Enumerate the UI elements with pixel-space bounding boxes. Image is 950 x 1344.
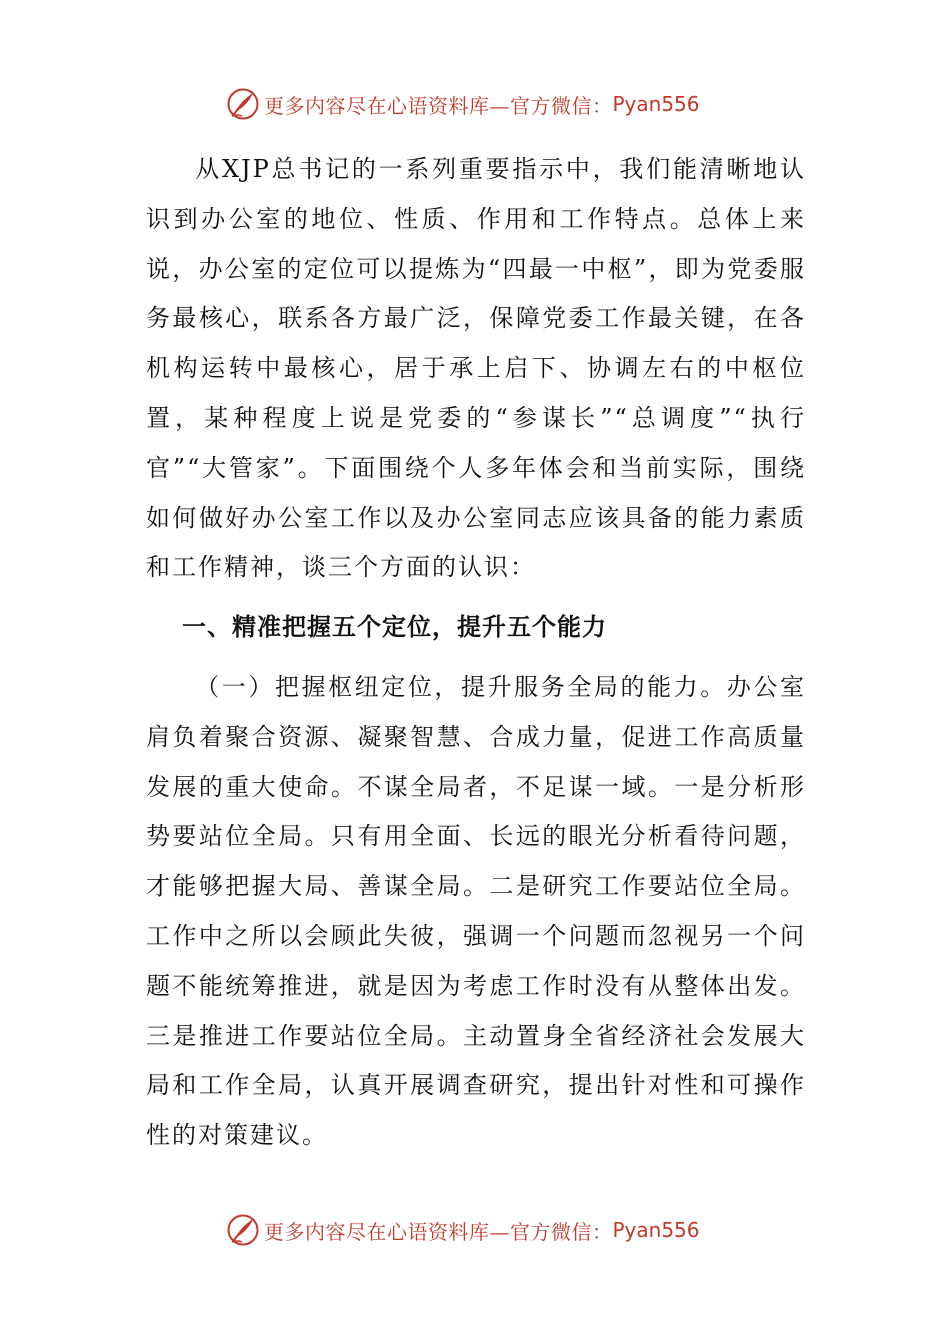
watermark-wechat-id: Pyan556: [612, 1218, 700, 1242]
watermark-wechat-id: Pyan556: [612, 92, 700, 116]
header-watermark: [226, 84, 700, 124]
quill-logo-icon: [226, 1213, 260, 1247]
section-heading: 一、精准把握五个定位，提升五个能力: [182, 613, 607, 642]
quill-logo-icon: [226, 87, 260, 121]
document-body: [146, 145, 806, 1161]
footer-watermark: [226, 1210, 700, 1250]
watermark-text: 更多内容尽在心语资料库—官方微信：: [264, 93, 613, 118]
body-paragraph: （一）把握枢纽定位，提升服务全局的能力。办公室肩负着聚合资源、凝聚智慧、合成力量，促进工作高质量发展的重大使命。不谋全局者，不足谋一域。一是分析形势要站位全局。只有用全面、长远的眼光分析看待问题，才能够把握大局、善谋全局。二是研究工作要站位全局。工作中之所以会顾此失彼，强调一个问题而忽视另一个问题不能统筹推进，就是因为考虑工作时没有从整体出发。三是推进工作要站位全局。主动置身全省经济社会发展大局和工作全局，认真开展调查研究，提出针对性和可操作性的对策建议。: [146, 672, 806, 1150]
watermark-text: 更多内容尽在心语资料库—官方微信：: [264, 1219, 613, 1244]
intro-paragraph: 从XJP总书记的一系列重要指示中，我们能清晰地认识到办公室的地位、性质、作用和工作特点。总体上来说，办公室的定位可以提炼为“四最一中枢”，即为党委服务最核心，联系各方最广泛，保障党委工作最关键，在各机构运转中最核心，居于承上启下、协调左右的中枢位置，某种程度上说是党委的“参谋长”“总调度”“执行官”“大管家”。下面围绕个人多年体会和当前实际，围绕如何做好办公室工作以及办公室同志应该具备的能力素质和工作精神，谈三个方面的认识：: [146, 155, 806, 582]
